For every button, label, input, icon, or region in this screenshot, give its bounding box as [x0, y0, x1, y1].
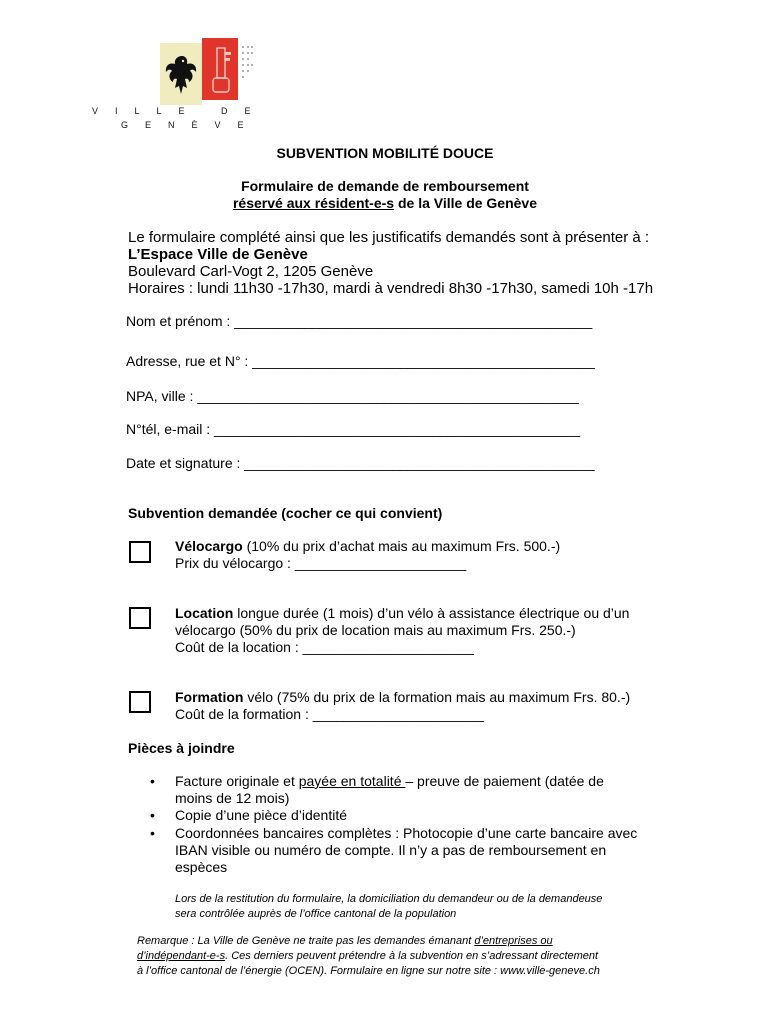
remarque-line2: [137, 948, 598, 964]
pieces-item2: Copie d’une pièce d’identité: [175, 807, 348, 823]
pieces-item1: [175, 773, 604, 790]
remarque-line2-u: d’indépendant-e-s: [137, 950, 226, 962]
subtitle-line1: Formulaire de demande de remboursement: [241, 178, 529, 194]
intro-address: Boulevard Carl-Vogt 2, 1205 Genève: [128, 263, 374, 280]
intro-hours: Horaires : lundi 11h30 -17h30, mardi à vendredi 8h30 -17h30, samedi 10h -17h: [128, 280, 654, 297]
key-icon: [208, 44, 234, 98]
location-desc: longue durée (1 mois) d’un vélo à assistance électrique ou d’un: [233, 605, 630, 621]
pieces-item3-line3: espèces: [175, 859, 228, 875]
location-line2: vélocargo (50% du prix de location mais au maximum Frs. 250.-): [175, 622, 576, 638]
formation-desc: vélo (75% du prix de la formation mais au maximum Frs. 80.-): [243, 689, 631, 705]
bullet-3: •: [150, 825, 155, 841]
page-title: SUBVENTION MOBILITÉ DOUCE: [276, 145, 494, 161]
remarque-line1-a: Remarque : La Ville de Genève ne traite pas les demandes émanant: [137, 935, 475, 947]
formation-line1: [175, 689, 630, 706]
remarque-line3: à l’office cantonal de l’énergie (OCEN). Formulaire en ligne sur notre site : www.ville-geneve.ch: [137, 965, 600, 977]
bullet-2: •: [150, 807, 155, 823]
subtitle-line2: [0, 195, 770, 212]
location-line1: [175, 605, 629, 622]
name-field[interactable]: Nom et prénom : ______________________________________________: [126, 313, 593, 329]
logo-city-line1: VILLE DE: [92, 106, 268, 116]
velocargo-label: Vélocargo: [175, 538, 243, 554]
date-signature-field[interactable]: Date et signature : _____________________________________________: [126, 455, 595, 471]
pieces-item3-line1: Coordonnées bancaires complètes : Photocopie d’une carte bancaire avec: [175, 825, 638, 841]
formation-label: Formation: [175, 689, 244, 705]
subtitle-city: de la Ville de Genève: [394, 195, 538, 211]
pieces-item1-a: Facture originale et: [175, 773, 299, 789]
pieces-item1-line2: moins de 12 mois): [175, 790, 290, 806]
location-checkbox[interactable]: [129, 607, 151, 629]
velocargo-line1: [175, 538, 560, 555]
velocargo-price-field[interactable]: Prix du vélocargo : ______________________: [175, 555, 467, 571]
location-cost-field[interactable]: Coût de la location : ______________________: [175, 639, 474, 655]
logo-dots: [240, 44, 254, 84]
pieces-item1-underlined: payée en totalité: [298, 773, 406, 789]
npa-field[interactable]: NPA, ville : _________________________________________________: [126, 388, 579, 404]
velocargo-checkbox[interactable]: [129, 541, 151, 563]
intro-place: L’Espace Ville de Genève: [128, 246, 308, 263]
subtitle-resident: réservé aux résident-e-s: [232, 195, 395, 211]
remarque-line1: [137, 933, 553, 949]
pieces-item1-b: – preuve de paiement (datée de: [405, 773, 604, 789]
note-line1: Lors de la restitution du formulaire, la domiciliation du demandeur ou de la demandeuse: [175, 893, 603, 905]
subsidy-heading: Subvention demandée (cocher ce qui convient): [128, 505, 443, 521]
note-line2: sera contrôlée auprès de l’office cantonal de la population: [175, 908, 457, 920]
remarque-line1-u: d’entreprises ou: [474, 935, 553, 947]
location-label: Location: [175, 605, 234, 621]
address-field[interactable]: Adresse, rue et N° : ____________________________________________: [126, 353, 595, 369]
pieces-heading: Pièces à joindre: [128, 740, 235, 756]
tel-email-field[interactable]: N°tél, e-mail : _______________________________________________: [126, 421, 581, 437]
pieces-item3-line2: IBAN visible ou numéro de compte. Il n’y a pas de remboursement en: [175, 842, 607, 858]
eagle-icon: [163, 52, 201, 98]
bullet-1: •: [150, 773, 155, 789]
formation-checkbox[interactable]: [129, 691, 151, 713]
remarque-line2-b: . Ces derniers peuvent prétendre à la subvention en s’adressant directement: [225, 950, 599, 962]
formation-cost-field[interactable]: Coût de la formation : ______________________: [175, 706, 485, 722]
velocargo-desc: (10% du prix d’achat mais au maximum Frs. 500.-): [242, 538, 561, 554]
logo-city-line2: GENÈVE: [121, 120, 261, 130]
intro-line: Le formulaire complété ainsi que les justificatifs demandés sont à présenter à :: [128, 229, 650, 246]
